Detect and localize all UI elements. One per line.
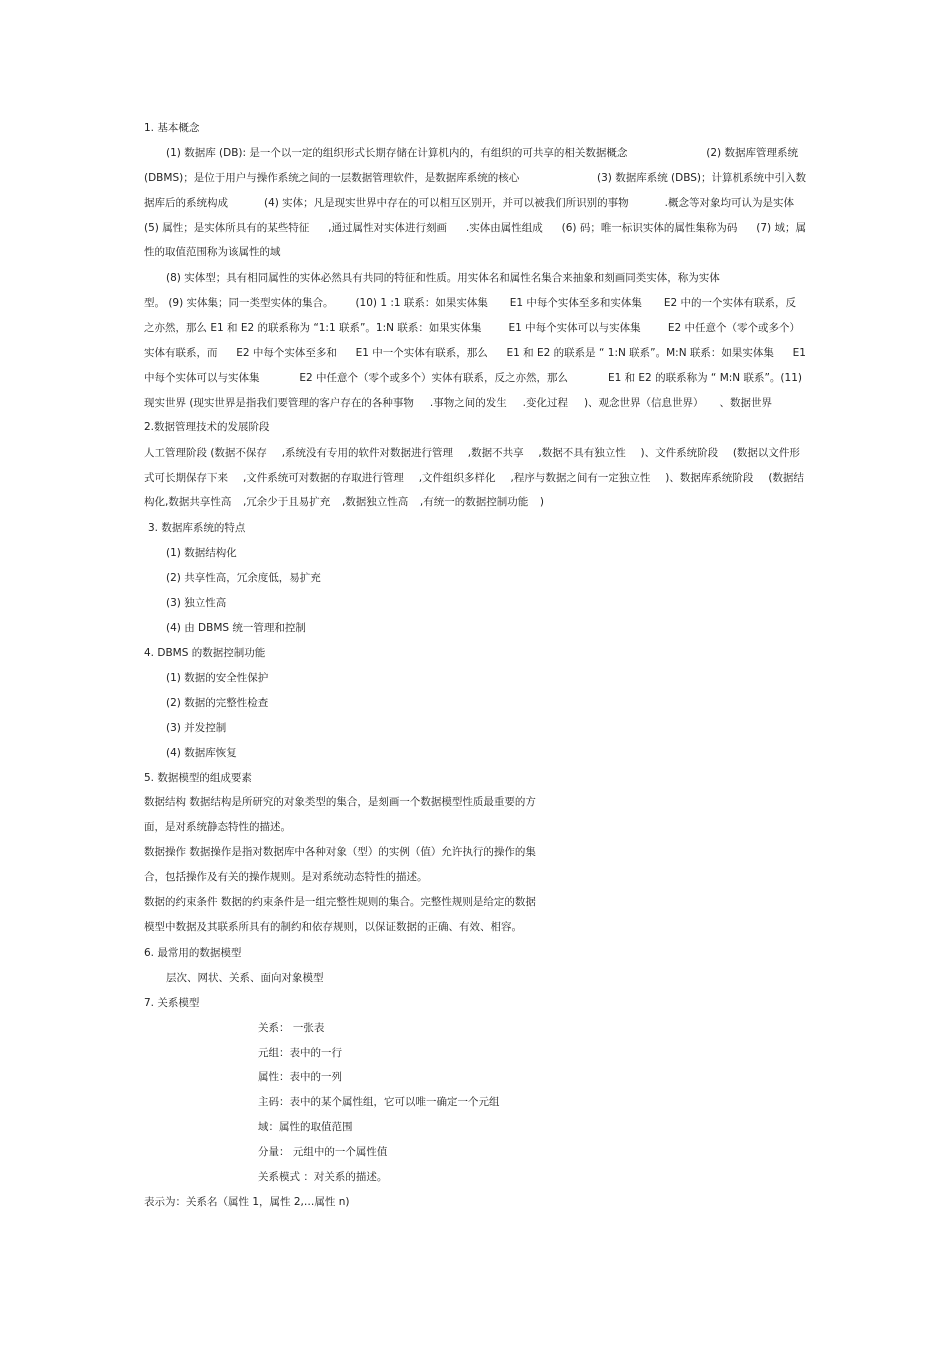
heading-basic-concepts: 1. 基本概念 — [144, 122, 200, 134]
text-span: (4) 实体；凡是现实世界中存在的可以相互区别开，并可以被我们所识别的事物 — [263, 197, 629, 209]
definition-item: 主码：表中的某个属性组，它可以唯一确定一个元组 — [258, 1096, 500, 1108]
paragraph-line: 面，是对系统静态特性的描述。 — [144, 821, 291, 833]
text-span: ,文件组织多样化 — [418, 472, 496, 484]
list-item: (1) 数据的安全性保护 — [166, 672, 269, 684]
list-item: (4) 由 DBMS 统一管理和控制 — [166, 622, 306, 634]
text-span: E1 和 E2 的联系称为 “ M:N 联系”。(11) — [607, 372, 802, 384]
paragraph-line: 合，包括操作及有关的操作规则。是对系统动态特性的描述。 — [144, 871, 428, 883]
list-item: (4) 数据库恢复 — [166, 747, 237, 759]
paragraph-line — [144, 196, 794, 210]
text-span: 构化,数据共享性高 — [144, 496, 232, 508]
paragraph-line — [144, 371, 802, 385]
definition-item: 分量： 元组中的一个属性值 — [258, 1146, 388, 1158]
text-span: 中每个实体可以与实体集 — [144, 372, 260, 384]
text-span: (数据以文件形 — [732, 447, 800, 459]
text-span: ,程序与数据之间有一定独立性 — [510, 472, 651, 484]
paragraph-line — [144, 495, 544, 509]
text-span: E1 中每个实体至多和实体集 — [509, 297, 642, 309]
text-span: ,数据不共享 — [467, 447, 524, 459]
paragraph-line — [144, 346, 806, 360]
text-span: E1 — [792, 347, 806, 359]
paragraph-line — [144, 396, 772, 410]
paragraph-line: (8) 实体型；具有相同属性的实体必然具有共同的特征和性质。用实体名和属性名集合来抽象和刻画同类实体，称为实体 — [166, 272, 720, 284]
text-span: .变化过程 — [522, 397, 568, 409]
heading-data-management-stages: 2.数据管理技术的发展阶段 — [144, 421, 270, 433]
text-span: )、数据库系统阶段 — [665, 472, 754, 484]
text-span: .概念等对象均可认为是实体 — [664, 197, 794, 209]
paragraph-line — [166, 146, 798, 160]
text-span: 之亦然，那么 E1 和 E2 的联系称为 “1:1 联系”。1:N 联系：如果实体集 — [144, 322, 482, 334]
text-span: ,冗余少于且易扩充 — [242, 496, 331, 508]
text-span: 、数据世界 — [719, 397, 772, 409]
text-span: E1 中一个实体有联系，那么 — [355, 347, 488, 359]
definition-item: 关系模式 ：对关系的描述。 — [258, 1171, 388, 1183]
paragraph-line — [144, 221, 806, 235]
heading-db-system-features: 3. 数据库系统的特点 — [148, 522, 246, 534]
paragraph-line: 模型中数据及其联系所具有的制约和依存规则，以保证数据的正确、有效、相容。 — [144, 921, 522, 933]
text-span: ,文件系统可对数据的存取进行管理 — [242, 472, 404, 484]
text-span: 型。 (9) 实体集；同一类型实体的集合。 — [144, 297, 334, 309]
paragraph-line — [144, 171, 806, 185]
paragraph-line: 性的取值范围称为该属性的域 — [144, 246, 281, 258]
list-item: (2) 数据的完整性检查 — [166, 697, 269, 709]
paragraph-line — [144, 471, 804, 485]
text-span: E2 中任意个（零个或多个） — [667, 322, 800, 334]
text-span: 现实世界 (现实世界是指我们要管理的客户存在的各种事物 — [144, 397, 414, 409]
paragraph-line — [144, 296, 796, 310]
text-span: E1 中每个实体可以与实体集 — [508, 322, 641, 334]
text-span: )、观念世界（信息世界） — [583, 397, 704, 409]
paragraph-line: 表示为：关系名（属性 1，属性 2,…属性 n) — [144, 1196, 350, 1208]
heading-dbms-control: 4. DBMS 的数据控制功能 — [144, 647, 266, 659]
text-span: (6) 码；唯一标识实体的属性集称为码 — [561, 222, 738, 234]
text-span: E1 和 E2 的联系是 “ 1:N 联系”。M:N 联系：如果实体集 — [506, 347, 774, 359]
text-span: E2 中的一个实体有联系，反 — [663, 297, 796, 309]
definition-item: 关系： 一张表 — [258, 1022, 325, 1034]
definition-item: 元组：表中的一行 — [258, 1047, 342, 1059]
list-item: (2) 共享性高，冗余度低，易扩充 — [166, 572, 321, 584]
text-span: ,有统一的数据控制功能 — [419, 496, 529, 508]
text-span: (5) 属性；是实体所具有的某些特征 — [144, 222, 310, 234]
text-span: ) — [539, 496, 544, 508]
text-span: E2 中任意个（零个或多个）实体有联系，反之亦然，那么 — [299, 372, 569, 384]
paragraph-line: 数据结构 数据结构是所研究的对象类型的集合，是刻画一个数据模型性质最重要的方 — [144, 796, 536, 808]
paragraph-line: 数据操作 数据操作是指对数据库中各种对象（型）的实例（值）允许执行的操作的集 — [144, 846, 536, 858]
text-span: .事物之间的发生 — [429, 397, 507, 409]
paragraph-line — [144, 446, 800, 460]
text-span: E2 中每个实体至多和 — [236, 347, 337, 359]
paragraph-line: 数据的约束条件 数据的约束条件是一组完整性规则的集合。完整性规则是给定的数据 — [144, 896, 536, 908]
heading-common-models: 6. 最常用的数据模型 — [144, 947, 242, 959]
definition-item: 属性：表中的一列 — [258, 1071, 342, 1083]
text-span: ,系统没有专用的软件对数据进行管理 — [281, 447, 454, 459]
list-item: (1) 数据结构化 — [166, 547, 237, 559]
definition-item: 域：属性的取值范围 — [258, 1121, 353, 1133]
text-span: ,数据独立性高 — [341, 496, 409, 508]
paragraph-line: 层次、网状、关系、面向对象模型 — [166, 972, 324, 984]
text-span: )、文件系统阶段 — [640, 447, 719, 459]
text-span: (7) 域；属 — [756, 222, 806, 234]
text-span: (2) 数据库管理系统 — [706, 147, 798, 159]
list-item: (3) 独立性高 — [166, 597, 227, 609]
text-span: 式可长期保存下来 — [144, 472, 228, 484]
text-span: (3) 数据库系统 (DBS)；计算机系统中引入数 — [596, 172, 806, 184]
heading-relational-model: 7. 关系模型 — [144, 997, 200, 1009]
paragraph-line — [144, 321, 800, 335]
text-span: 实体有联系，而 — [144, 347, 218, 359]
heading-data-model-elements: 5. 数据模型的组成要素 — [144, 772, 252, 784]
text-span: (10) 1 :1 联系：如果实体集 — [355, 297, 488, 309]
text-span: ,通过属性对实体进行刻画 — [328, 222, 447, 234]
text-span: 人工管理阶段 (数据不保存 — [144, 447, 267, 459]
text-span: (数据结 — [768, 472, 804, 484]
text-span: .实体由属性组成 — [465, 222, 543, 234]
text-span: (DBMS)；是位于用户与操作系统之间的一层数据管理软件，是数据库系统的核心 — [144, 172, 520, 184]
text-span: ,数据不具有独立性 — [538, 447, 626, 459]
text-span: (1) 数据库 (DB): 是一个以一定的组织形式长期存储在计算机内的，有组织的可共享的相关数据概念 — [166, 147, 628, 159]
text-span: 据库后的系统构成 — [144, 197, 228, 209]
list-item: (3) 并发控制 — [166, 722, 227, 734]
